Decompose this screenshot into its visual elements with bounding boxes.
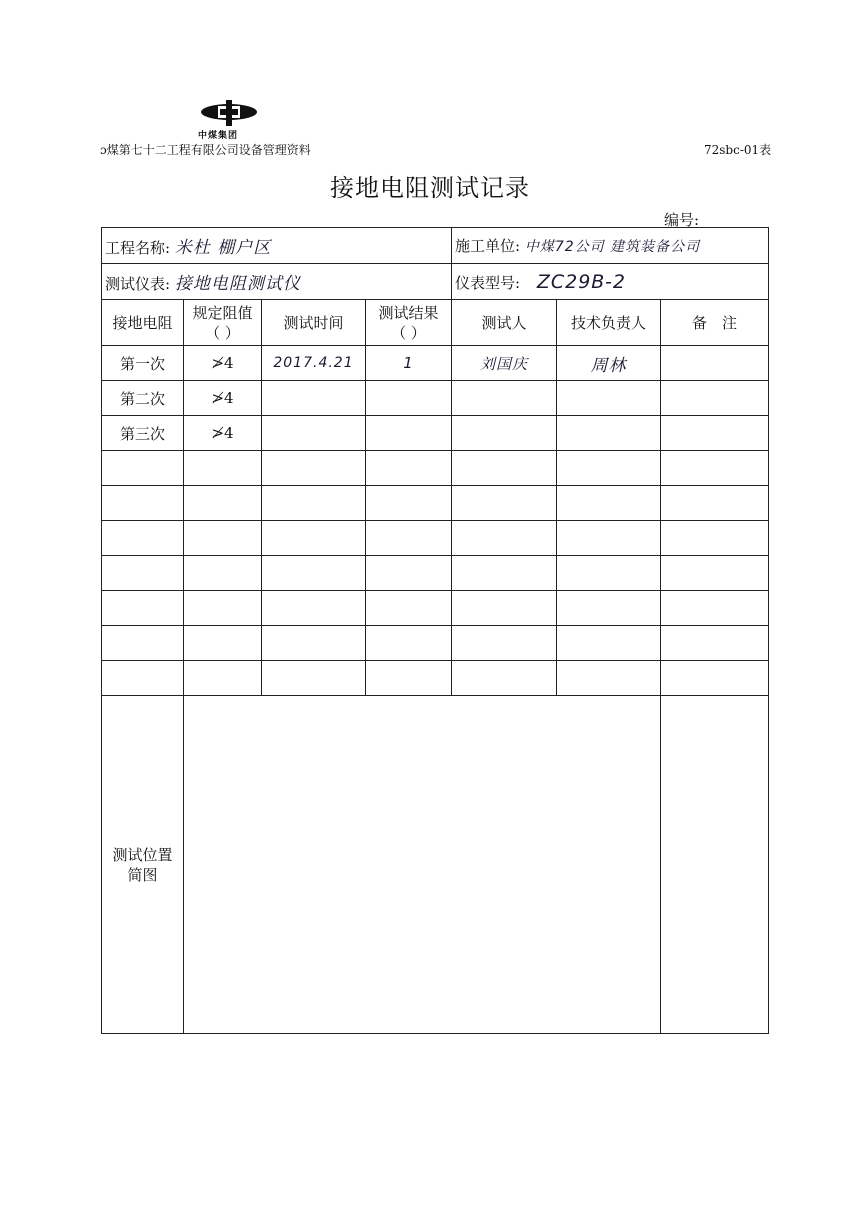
info-row-2 [102,264,769,300]
col-tech-lead: 技术负责人 [557,300,661,346]
col-result-label: 测试结果 [378,303,439,322]
instrument-value: 接地电阻测试仪 [174,274,301,294]
tech-lead [557,416,661,451]
model-label: 仪表型号: [455,273,521,292]
model-value: ZC29B-2 [536,270,626,293]
remark [661,346,769,381]
col-tester: 测试人 [452,300,557,346]
instrument-cell [102,264,452,300]
logo-mark-icon [196,100,262,130]
col-ground-resistance: 接地电阻 [102,300,184,346]
unit-value: 中煤72公司 建筑装备公司 [524,239,701,255]
empty-row [102,591,769,626]
empty-row [102,556,769,591]
form-code: 72sbc-01表 [704,143,772,157]
project-label: 工程名称: [105,239,171,257]
test-time: 2017.4.21 [262,346,366,381]
tester [452,416,557,451]
tech-lead: 周林 [557,346,661,381]
remark [661,381,769,416]
test-time [262,416,366,451]
col-standard-label: 规定阻值 [192,303,253,322]
table-row [102,346,769,381]
column-header-row [102,300,769,346]
col-standard-unit: （ ） [205,323,240,342]
row-label: 第三次 [102,416,184,451]
tester [452,381,557,416]
test-time [262,381,366,416]
diagram-remark [661,696,769,1034]
table-row [102,416,769,451]
remark [661,416,769,451]
tech-lead [557,381,661,416]
project-cell [102,228,452,264]
col-remark: 备 注 [661,300,769,346]
col-test-result [366,300,452,346]
project-value: 米杜 棚户区 [174,238,272,258]
standard-value: ≯4 [184,381,262,416]
test-result [366,381,452,416]
empty-row [102,661,769,696]
serial-label: 编号: [664,211,700,229]
test-result [366,416,452,451]
diagram-area [184,696,661,1034]
unit-cell [452,228,769,264]
record-table [101,227,769,1034]
col-standard-value [184,300,262,346]
standard-value: ≯4 [184,346,262,381]
instrument-label: 测试仪表: [105,275,171,293]
empty-row [102,521,769,556]
diagram-label: 测试位置简图 [102,696,184,1034]
empty-row [102,626,769,661]
empty-row [102,451,769,486]
table-row [102,381,769,416]
unit-label: 施工单位: [455,237,521,255]
test-result: 1 [366,346,452,381]
col-test-time: 测试时间 [262,300,366,346]
col-result-unit: （ ） [391,323,426,342]
diagram-row [102,696,769,1034]
empty-row [102,486,769,521]
company-name: ɔ煤第七十二工程有限公司设备管理资料 [100,143,311,157]
model-cell [452,264,769,300]
standard-value: ≯4 [184,416,262,451]
info-row-1 [102,228,769,264]
row-label: 第二次 [102,381,184,416]
tester: 刘国庆 [452,346,557,381]
document-title: 接地电阻测试记录 [330,174,530,202]
row-label: 第一次 [102,346,184,381]
logo-text: 中煤集团 [198,131,239,141]
